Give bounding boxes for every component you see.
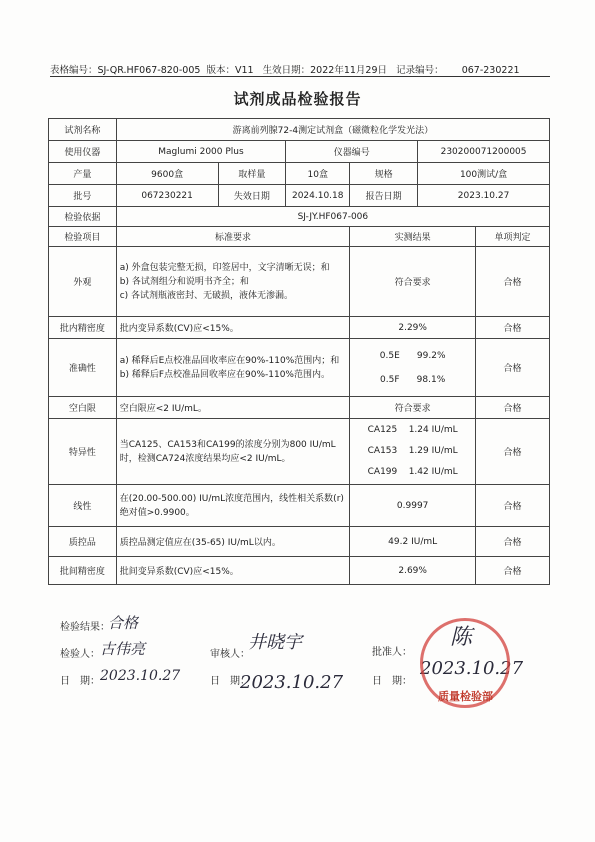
review-date: 2023.10.27 (240, 672, 344, 693)
item-name: 批间精密度 (49, 557, 117, 585)
instrument: Maglumi 2000 Plus (116, 141, 286, 163)
item-name: 特异性 (49, 419, 117, 485)
expiry: 2024.10.18 (286, 185, 350, 207)
inspector-signature: 古伟亮 (100, 640, 146, 658)
table-row (49, 247, 550, 317)
item-name: 质控品 (49, 527, 117, 557)
item-result: 符合要求 (350, 397, 476, 419)
inspector-label: 检验人： (60, 649, 100, 660)
item-result: 49.2 IU/mL (350, 527, 476, 557)
basis: SJ-JY.HF067-006 (116, 207, 549, 227)
report-date: 2023.10.27 (418, 185, 550, 207)
item-standard: 质控品测定值应在(35-65) IU/mL以内。 (116, 527, 349, 557)
approve-date: 2023.10.27 (420, 658, 524, 679)
inspect-date: 2023.10.27 (100, 668, 181, 684)
item-judgement: 合格 (476, 527, 550, 557)
table-row (49, 339, 550, 397)
conclusion-label: 检验结果： (60, 622, 110, 633)
item-judgement: 合格 (476, 339, 550, 397)
sample-qty: 10盒 (286, 163, 350, 185)
col-item: 检验项目 (49, 227, 117, 247)
spec-label: 规格 (350, 163, 418, 185)
table-row (49, 527, 550, 557)
item-judgement: 合格 (476, 419, 550, 485)
report-date-label: 报告日期 (350, 185, 418, 207)
instrument-no: 230200071200005 (418, 141, 550, 163)
reagent-name-label: 试剂名称 (49, 119, 117, 141)
item-judgement: 合格 (476, 317, 550, 339)
table-row (49, 397, 550, 419)
table-row (49, 557, 550, 585)
instrument-no-label: 仪器编号 (286, 141, 418, 163)
reviewer-label: 审核人： (210, 649, 250, 660)
item-standard: 在(20.00-500.00) IU/mL浓度范围内，线性相关系数(r)绝对值>0.9900。 (116, 485, 349, 527)
row-basis (49, 207, 550, 227)
stamp-text: 质量检验部 (438, 690, 493, 703)
version: V11 (234, 65, 254, 76)
report-table (48, 118, 550, 585)
record-label: 记录编号： (396, 65, 444, 76)
form-no-label: 表格编号： (50, 65, 98, 76)
item-standard: 空白限应<2 IU/mL。 (116, 397, 349, 419)
output: 9600盒 (116, 163, 218, 185)
item-standard: 当CA125、CA153和CA199的浓度分别为800 IU/mL时，检测CA724浓度结果均应<2 IU/mL。 (116, 419, 349, 485)
item-name: 准确性 (49, 339, 117, 397)
approve-date-label: 日 期： (372, 676, 412, 687)
item-standard: a) 外盒包装完整无损，印签居中，文字清晰无误；和 b) 各试剂组分和说明书齐全；和 c) 各试剂瓶液密封、无破损，液体无渗漏。 (116, 247, 349, 317)
table-row (49, 485, 550, 527)
inspect-date-label: 日 期： (60, 676, 100, 687)
row-batch (49, 185, 550, 207)
output-label: 产量 (49, 163, 117, 185)
result-line: CA199 1.42 IU/mL (367, 467, 458, 477)
approver-signature: 陈 (450, 625, 473, 650)
item-judgement: 合格 (476, 397, 550, 419)
item-result: 2.69% (350, 557, 476, 585)
row-output (49, 163, 550, 185)
expiry-label: 失效日期 (218, 185, 286, 207)
result-line: 0.5F 98.1% (380, 374, 446, 385)
spec: 100测试/盒 (418, 163, 550, 185)
item-result (350, 419, 476, 485)
col-judgement: 单项判定 (476, 227, 550, 247)
batch: 067230221 (116, 185, 218, 207)
instrument-label: 使用仪器 (49, 141, 117, 163)
row-reagent-name (49, 119, 550, 141)
basis-label: 检验依据 (49, 207, 117, 227)
reagent-name: 游离前列腺72-4测定试剂盒（磁微粒化学发光法） (116, 119, 549, 141)
item-result: 0.9997 (350, 485, 476, 527)
item-name: 批内精密度 (49, 317, 117, 339)
item-result (350, 339, 476, 397)
item-standard: 批间变异系数(CV)应<15%。 (116, 557, 349, 585)
effective-date: 2022年11月29日 (310, 65, 387, 76)
row-instrument (49, 141, 550, 163)
item-standard: a) 稀释后E点校准品回收率应在90%-110%范围内；和 b) 稀释后F点校准品回收率应在90%-110%范围内。 (116, 339, 349, 397)
batch-label: 批号 (49, 185, 117, 207)
record-no: 067-230221 (461, 65, 520, 76)
header-divider (50, 76, 550, 77)
version-label: 版本： (206, 65, 235, 76)
row-column-headers (49, 227, 550, 247)
item-judgement: 合格 (476, 485, 550, 527)
conclusion-signature: 合格 (108, 614, 139, 632)
effective-label: 生效日期： (262, 65, 311, 76)
item-judgement: 合格 (476, 247, 550, 317)
result-line: CA125 1.24 IU/mL (367, 425, 458, 435)
col-standard: 标准要求 (116, 227, 349, 247)
item-result: 2.29% (350, 317, 476, 339)
item-name: 线性 (49, 485, 117, 527)
page-title: 试剂成品检验报告 (233, 90, 362, 108)
review-date-label: 日 期： (210, 676, 250, 687)
approver-label: 批准人： (372, 647, 412, 658)
sample-qty-label: 取样量 (218, 163, 286, 185)
item-result: 符合要求 (350, 247, 476, 317)
table-row (49, 419, 550, 485)
result-line: CA153 1.29 IU/mL (367, 446, 458, 456)
item-judgement: 合格 (476, 557, 550, 585)
item-name: 外观 (49, 247, 117, 317)
col-result: 实测结果 (350, 227, 476, 247)
form-no: SJ-QR.HF067-820-005 (97, 65, 201, 76)
reviewer-signature: 井晓宇 (248, 632, 302, 653)
form-header (50, 62, 550, 76)
item-name: 空白限 (49, 397, 117, 419)
result-line: 0.5E 99.2% (379, 350, 446, 361)
table-row (49, 317, 550, 339)
item-standard: 批内变异系数(CV)应<15%。 (116, 317, 349, 339)
